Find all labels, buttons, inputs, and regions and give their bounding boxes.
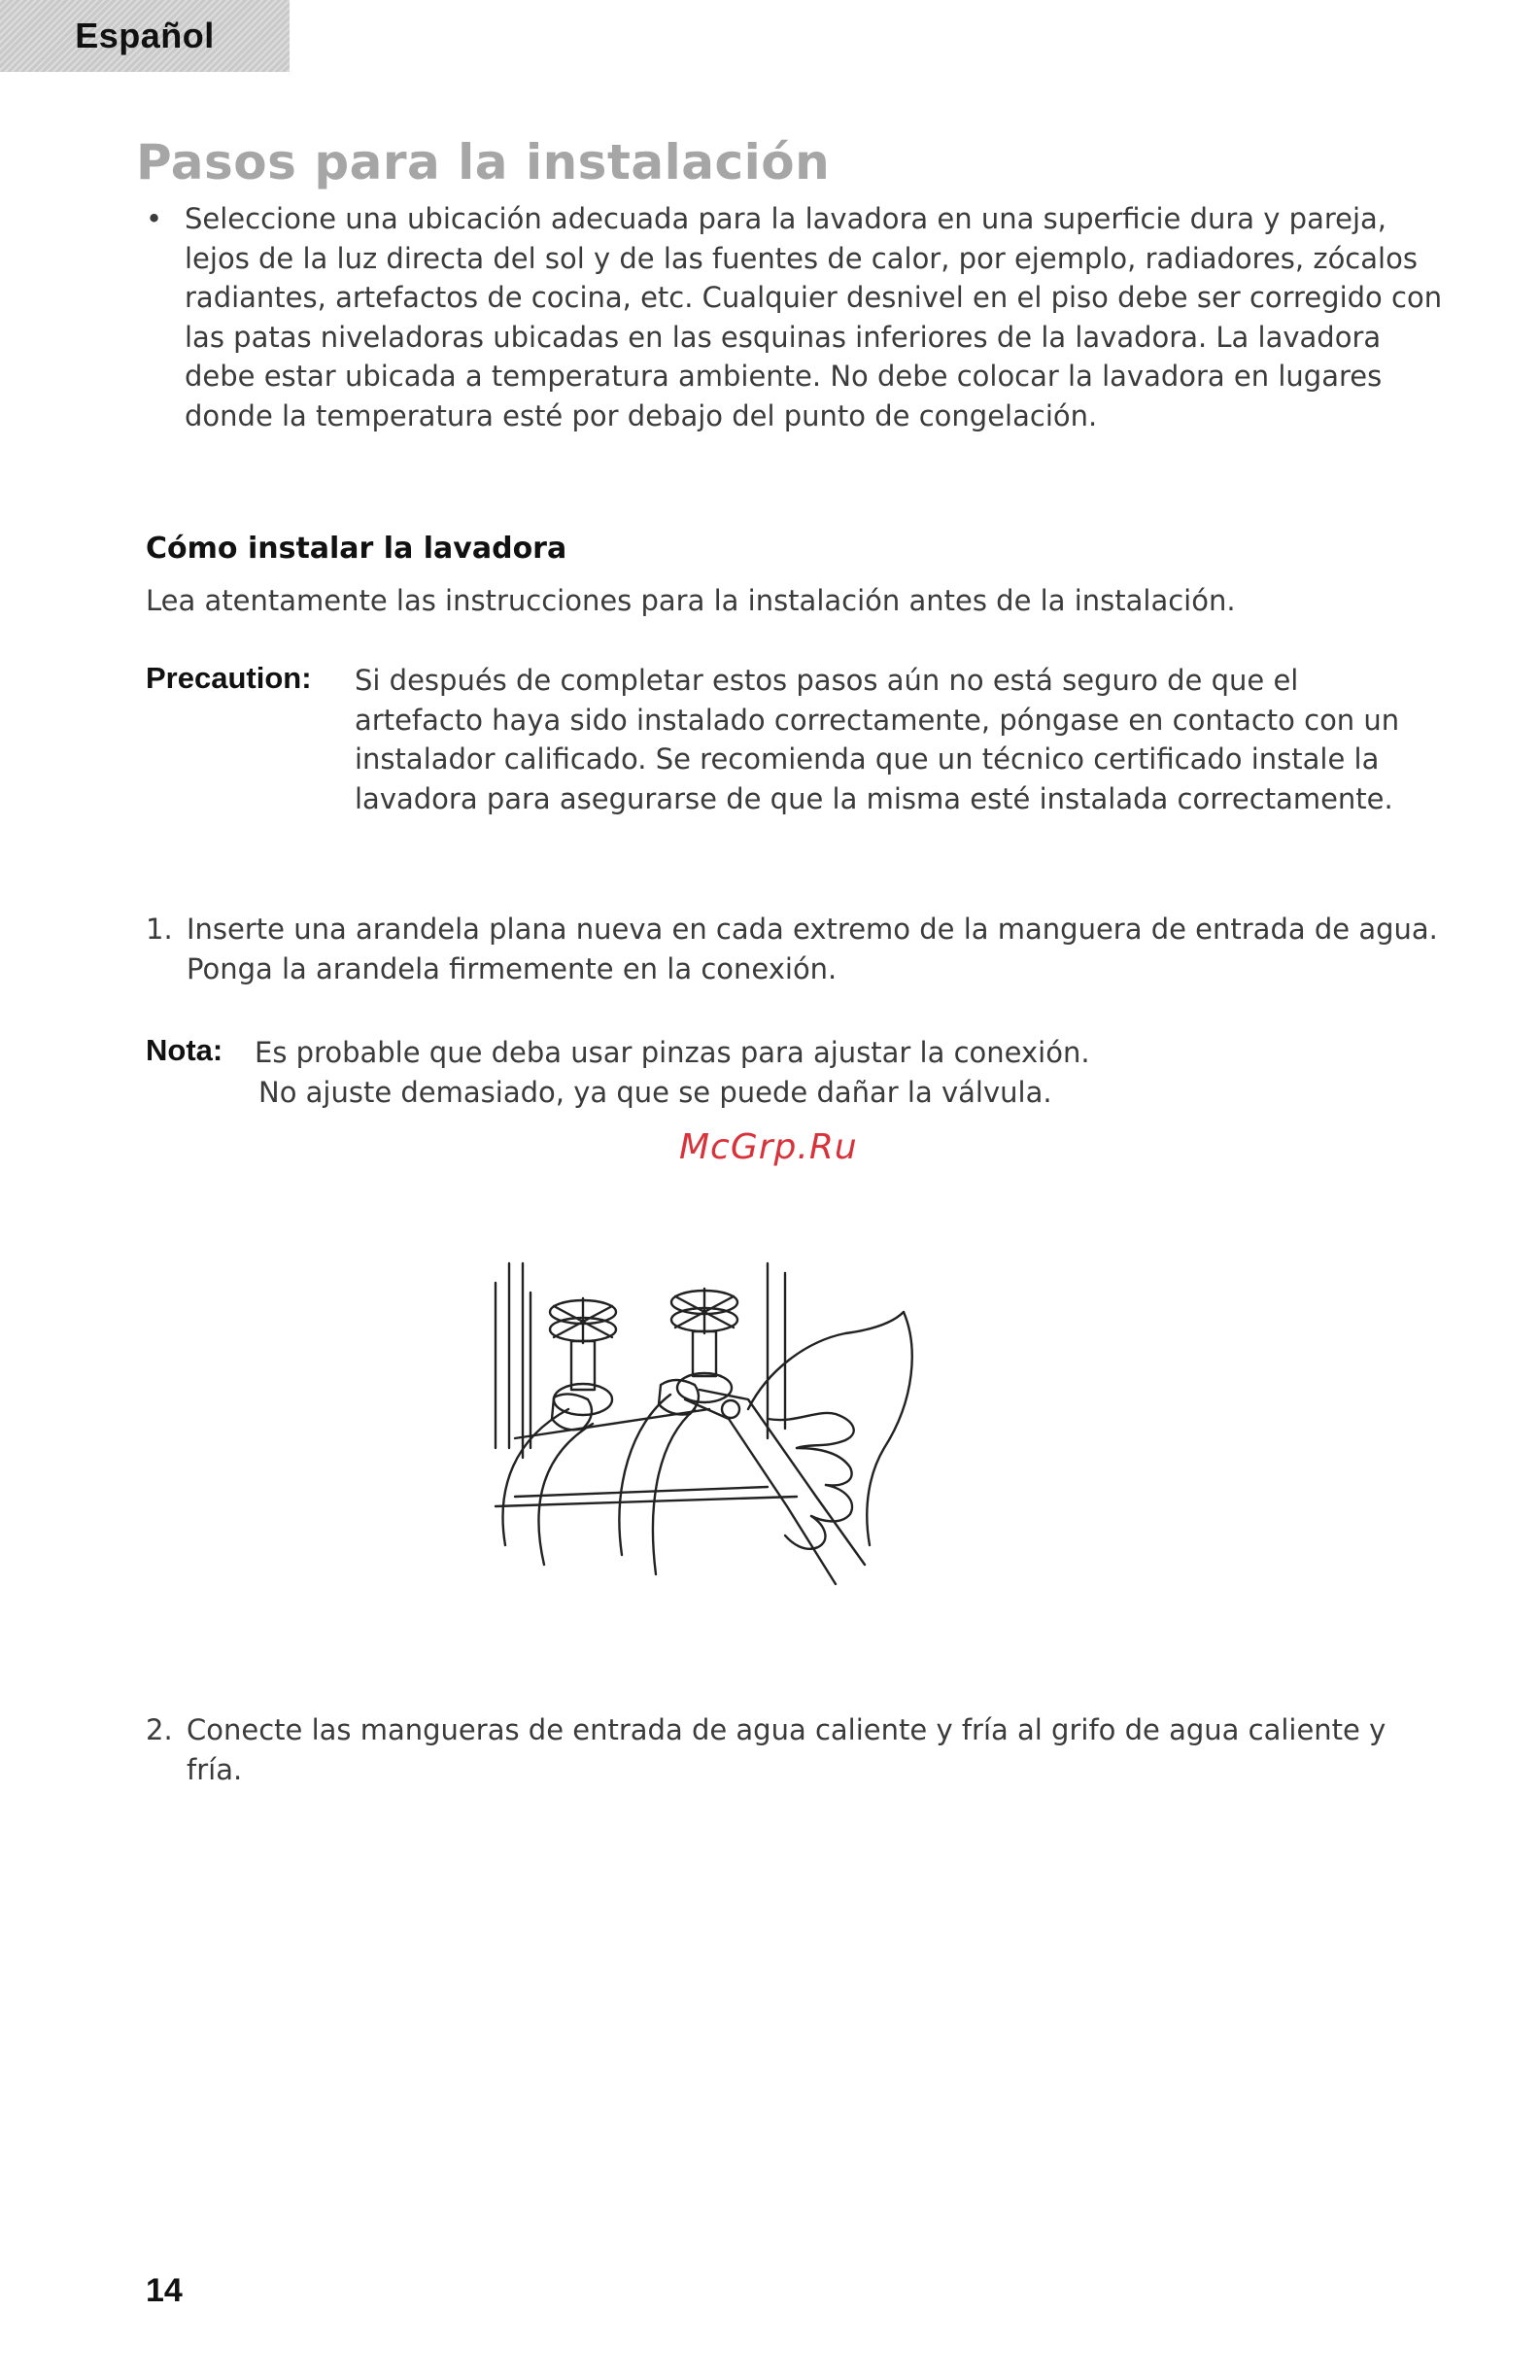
faucet-pliers-illustration — [476, 1254, 942, 1633]
step-number: 2. — [146, 1713, 173, 1746]
precaution-label: Precaution: — [146, 661, 312, 695]
note-line-1: Es probable que deba usar pinzas para ajustar la conexión. — [255, 1036, 1090, 1069]
page-title: Pasos para la instalación — [136, 134, 831, 190]
note-line-2: No ajuste demasiado, ya que se puede dañar la válvula. — [258, 1075, 1052, 1109]
watermark: McGrp.Ru — [679, 1127, 858, 1167]
step-text: Inserte una arandela plana nueva en cada extremo de la manguera de entrada de agua. Ponga la arandela firmemente en la conexión. — [187, 913, 1438, 985]
step-item — [146, 1710, 1450, 1789]
step-text: Conecte las mangueras de entrada de agua caliente y fría al grifo de agua caliente y fría. — [187, 1713, 1386, 1786]
precaution-text: Si después de completar estos pasos aún no está seguro de que el artefacto haya sido instalado correctamente, póngase en contacto con un instalador calificado. Se recomienda que un técnico certificado instale la lavadora para asegurarse de que la misma esté instalada correctamente. — [355, 664, 1400, 815]
bullet-marker: • — [146, 202, 163, 235]
language-tab — [0, 0, 290, 72]
step-number: 1. — [146, 913, 173, 946]
step-item — [146, 910, 1450, 988]
section-heading: Cómo instalar la lavadora — [146, 532, 567, 566]
page-number: 14 — [146, 2272, 183, 2309]
section-intro: Lea atentamente las instrucciones para la instalación antes de la instalación. — [146, 584, 1236, 617]
note-text — [255, 1033, 1323, 1112]
bullet-item — [146, 199, 1448, 435]
language-tab-label: Español — [75, 16, 215, 55]
bullet-text: Seleccione una ubicación adecuada para la lavadora en una superficie dura y pareja, lejos de la luz directa del sol y de las fuentes de calor, por ejemplo, radiadores, zócalos radiantes, artefactos de cocina, etc. Cualquier desnivel en el piso debe ser corregido con las patas niveladoras ubicadas en las esquinas inferiores de la lavadora. La lavadora debe estar ubicada a temperatura ambiente. No debe colocar la lavadora en lugares donde la temperatura esté por debajo del punto de congelación. — [185, 202, 1443, 432]
note-label: Nota: — [146, 1033, 223, 1067]
